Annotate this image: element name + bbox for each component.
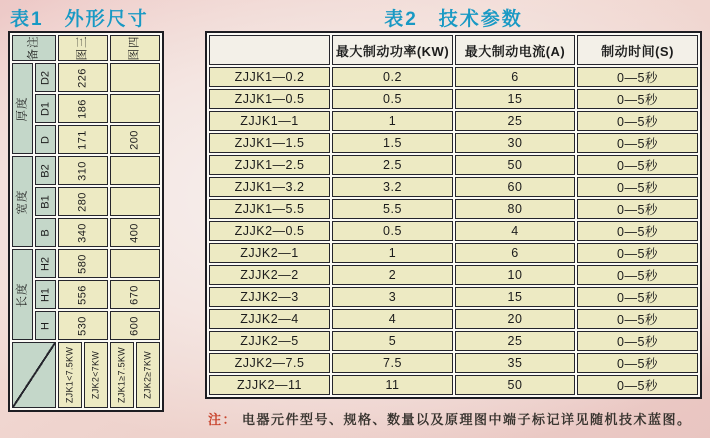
width-group-cell: 宽度 [12,156,33,247]
column-header-power: 最大制动功率(KW) [332,35,453,65]
table1-footer-row [12,342,160,408]
current-cell: 30 [455,133,575,153]
power-cell: 5.5 [332,199,453,219]
model-cell: ZJJK1—0.2 [209,67,330,87]
dimension-value-cell: 400 [110,218,160,247]
diagonal-corner-cell [209,35,330,65]
dimension-value-cell: 186 [58,94,108,123]
current-cell: 25 [455,111,575,131]
table1-row [12,249,160,278]
dimension-value-cell: 226 [58,63,108,92]
table1-row [12,125,160,154]
table1-row [12,63,160,92]
current-cell: 10 [455,265,575,285]
table2-row [209,199,698,219]
dimension-value-cell [110,156,160,185]
dimension-label-cell: D2 [35,63,56,92]
power-cell: 0.5 [332,89,453,109]
dimension-value-cell: 280 [58,187,108,216]
dimension-value-cell: 530 [58,311,108,340]
table1-header-row [12,35,160,61]
dimension-value-cell: 340 [58,218,108,247]
time-cell: 0—5秒 [577,353,698,373]
dimension-value-cell: 200 [110,125,160,154]
current-cell: 15 [455,89,575,109]
model-cell: ZJJK1—2.5 [209,155,330,175]
table2-row [209,133,698,153]
table2-row [209,177,698,197]
table1-title: 表1 外形尺寸 [10,9,149,30]
dimensions-table [8,31,164,412]
dimension-value-cell: 600 [110,311,160,340]
model-cell: ZJJK2—2 [209,265,330,285]
current-cell: 35 [455,353,575,373]
model-cell: ZJJK1—0.5 [209,89,330,109]
power-cell: 1 [332,243,453,263]
thickness-group-cell: 厚度 [12,63,33,154]
current-cell: 20 [455,309,575,329]
model-cell: ZJJK2—3 [209,287,330,307]
power-cell: 5 [332,331,453,351]
current-cell: 6 [455,243,575,263]
dimension-value-cell [110,63,160,92]
model-cell: ZJJK1—5.5 [209,199,330,219]
power-cell: 3 [332,287,453,307]
diagonal-corner-cell [12,342,56,408]
time-cell: 0—5秒 [577,67,698,87]
dimension-label-cell: H2 [35,249,56,278]
current-cell: 50 [455,375,575,395]
dimension-value-cell: 670 [110,280,160,309]
power-cell: 11 [332,375,453,395]
table2-row [209,265,698,285]
table1-row [12,311,160,340]
dimension-label-cell: D1 [35,94,56,123]
power-cell: 2.5 [332,155,453,175]
time-cell: 0—5秒 [577,375,698,395]
dimension-value-cell: 171 [58,125,108,154]
table1-row [12,94,160,123]
table2-row [209,309,698,329]
time-cell: 0—5秒 [577,265,698,285]
model-range-cell: ZJK1<7.5KW [58,342,82,408]
dimension-value-cell [110,249,160,278]
table2-row [209,67,698,87]
table1-row [12,218,160,247]
model-cell: ZJJK2—7.5 [209,353,330,373]
current-cell: 6 [455,67,575,87]
dimension-label-cell: B1 [35,187,56,216]
model-cell: ZJJK1—3.2 [209,177,330,197]
model-cell: ZJJK2—0.5 [209,221,330,241]
dimension-value-cell: 310 [58,156,108,185]
dimension-label-cell: B2 [35,156,56,185]
model-range-cell: ZJK2<7KW [84,342,108,408]
power-cell: 2 [332,265,453,285]
length-group-cell: 长度 [12,249,33,340]
model-range-cell: ZJK1≥7.5KW [110,342,134,408]
power-cell: 0.2 [332,67,453,87]
current-cell: 50 [455,155,575,175]
dimension-label-cell: H [35,311,56,340]
time-cell: 0—5秒 [577,111,698,131]
time-cell: 0—5秒 [577,199,698,219]
model-cell: ZJJK2—4 [209,309,330,329]
power-cell: 1.5 [332,133,453,153]
current-cell: 15 [455,287,575,307]
time-cell: 0—5秒 [577,89,698,109]
dimension-label-cell: B [35,218,56,247]
table2-row [209,221,698,241]
table2-title: 表2 技术参数 [384,9,523,30]
table2-row [209,287,698,307]
table2-row [209,375,698,395]
current-cell: 80 [455,199,575,219]
model-cell: ZJJK1—1.5 [209,133,330,153]
time-cell: 0—5秒 [577,287,698,307]
table1-row [12,187,160,216]
time-cell: 0—5秒 [577,221,698,241]
model-range-cell: ZJK2≥7KW [136,342,160,408]
time-cell: 0—5秒 [577,331,698,351]
table2-row [209,331,698,351]
column-header-current: 最大制动电流(A) [455,35,575,65]
table1-row [12,156,160,185]
time-cell: 0—5秒 [577,155,698,175]
footnote [208,409,708,428]
column-header-time: 制动时间(S) [577,35,698,65]
time-cell: 0—5秒 [577,243,698,263]
table2-header-row [209,35,698,65]
table2-row [209,155,698,175]
table2-row [209,353,698,373]
dimension-value-cell [110,94,160,123]
table1-row [12,280,160,309]
power-cell: 1 [332,111,453,131]
current-cell: 60 [455,177,575,197]
model-cell: ZJJK2—5 [209,331,330,351]
parameters-table [205,31,702,399]
time-cell: 0—5秒 [577,177,698,197]
power-cell: 3.2 [332,177,453,197]
table2-row [209,243,698,263]
model-cell: ZJJK2—1 [209,243,330,263]
model-cell: ZJJK2—11 [209,375,330,395]
dimension-value-cell: 580 [58,249,108,278]
time-cell: 0—5秒 [577,309,698,329]
power-cell: 4 [332,309,453,329]
current-cell: 4 [455,221,575,241]
dimension-label-cell: D [35,125,56,154]
figure4-header-cell: 图四 [110,35,160,61]
table2-row [209,89,698,109]
power-cell: 0.5 [332,221,453,241]
dimension-label-cell: H1 [35,280,56,309]
model-cell: ZJJK1—1 [209,111,330,131]
time-cell: 0—5秒 [577,133,698,153]
footnote-prefix: 注： [208,412,238,427]
current-cell: 25 [455,331,575,351]
power-cell: 7.5 [332,353,453,373]
footnote-text: 电器元件型号、规格、数量以及原理图中端子标记详见随机技术蓝图。 [242,412,692,427]
table2-row [209,111,698,131]
figure3-header-cell: 图三 [58,35,108,61]
dimension-value-cell [110,187,160,216]
dimension-value-cell: 556 [58,280,108,309]
remark-header-cell: 备注 [12,35,56,61]
